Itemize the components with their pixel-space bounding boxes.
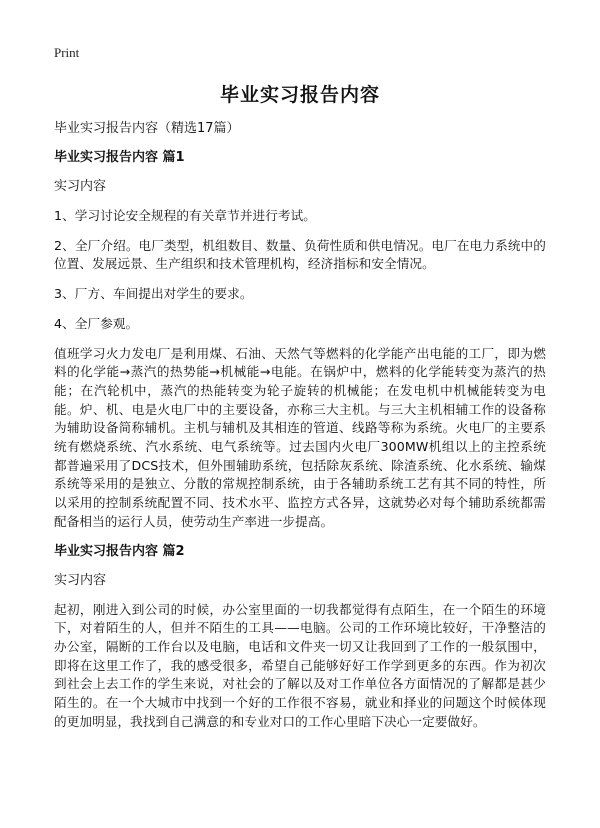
paragraph: 1、学习讨论安全规程的有关章节并进行考试。 <box>54 208 316 223</box>
print-label: Print <box>54 45 80 60</box>
paragraph: 起初，刚进入到公司的时候，办公室里面的一切我都觉得有点陌生，在一个陌生的环境下，对着陌生的人，但并不陌生的工具——电脑。公司的工作环境比较好，干净整洁的办公室，隔断的工作台以及电脑，电话和文件夹一切又让我回到了工作的一般氛围中，即将在这里工作了，我的感受很多，希望自己能够好好工作学到更多的东西。作为初次到社会上去工作的学生来说，对社会的了解以及对工作单位各方面情况的了解都是甚少陌生的。在一个大城市中找到一个好的工作很不容易，就业和择业的问题这个时候体现的更加明显，我找到自己满意的和专业对口的工作心里暗下决心一定要做好。 <box>54 601 546 729</box>
paragraph: 3、厂方、车间提出对学生的要求。 <box>54 286 253 302</box>
document-body <box>54 120 546 742</box>
section-heading: 毕业实习报告内容 篇2 <box>54 543 185 559</box>
section-2 <box>54 543 546 732</box>
section-heading: 毕业实习报告内容 篇1 <box>54 150 185 165</box>
document-subtitle: 毕业实习报告内容（精选17篇） <box>54 121 240 136</box>
paragraph: 值班学习火力发电厂是利用煤、石油、天然气等燃料的化学能产出电能的工厂，即为燃料的化学能→蒸汽的热势能→机械能→电能。在锅炉中，燃料的化学能转变为蒸汽的热能；在汽轮机中，蒸汽的热能转变为轮子旋转的机械能；在发电机中机械能转变为电能。炉、机、电是火电厂中的主要设备，亦称三大主机。与三大主机相辅工作的设备称为辅助设备简称辅机。主机与辅机及其相连的管道、线路等称为系统。火电厂的主要系统有燃烧系统、汽水系统、电气系统等。过去国内火电厂300MW机组以上的主控系统都普遍采用了DCS技术，但外围辅助系统，包括除灰系统、除渣系统、化水系统、输煤系统等采用的是独立、分散的常规控制系统，由于各辅助系统工艺有其不同的特性，所以采用的控制系统配置不同、技术水平、监控方式各异，这就势必对每个辅助系统都需配备相当的运行人员，使劳动生产率进一步提高。 <box>54 345 546 529</box>
section-label: 实习内容 <box>54 179 107 194</box>
section-1 <box>54 149 546 532</box>
paragraph: 4、全厂参观。 <box>54 315 139 331</box>
document-title: 毕业实习报告内容 <box>219 84 380 106</box>
paragraph: 2、全厂介绍。电厂类型，机组数目、数量、负荷性质和供电情况。电厂在电力系统中的位置、发展远景、生产组织和技术管理机构，经济指标和安全情况。 <box>54 237 546 272</box>
section-label: 实习内容 <box>54 572 107 588</box>
